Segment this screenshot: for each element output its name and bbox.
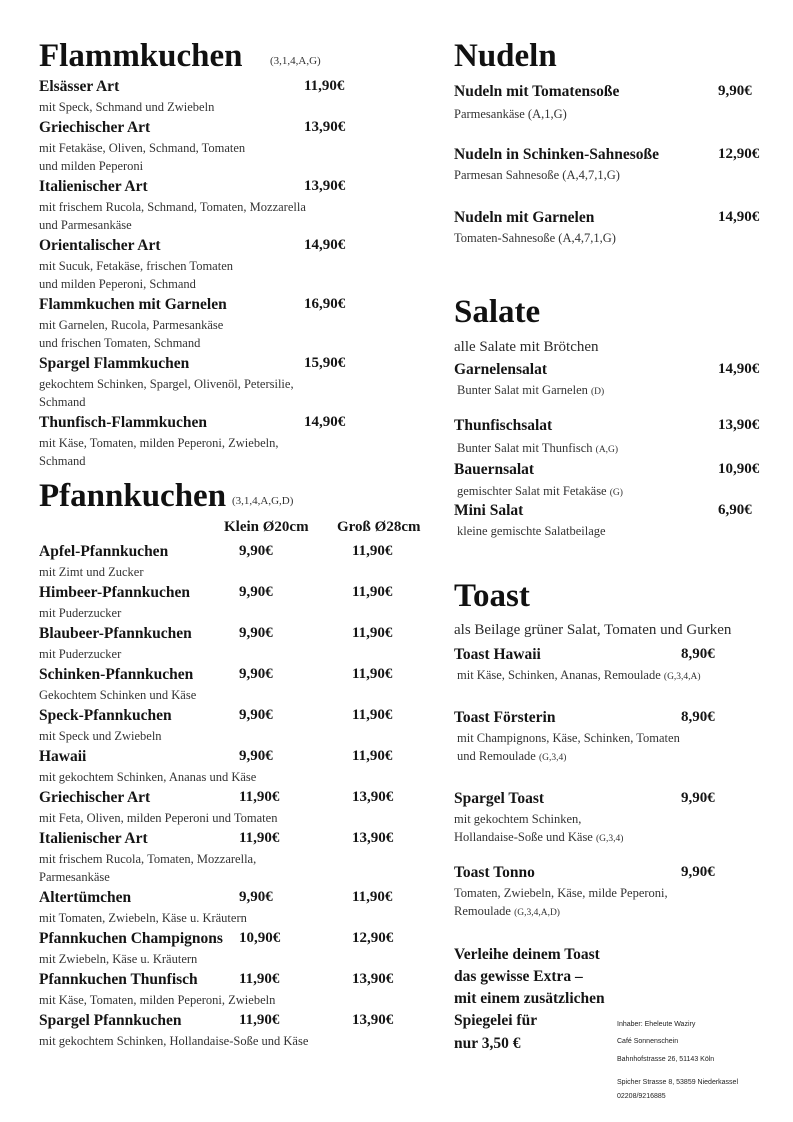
- menu-item-name: Bauernsalat: [454, 461, 535, 478]
- menu-item-name: Pfannkuchen Champignons: [39, 930, 223, 947]
- menu-item-desc: mit Tomaten, Zwiebeln, Käse u. Kräutern: [39, 911, 247, 925]
- menu-item-desc: [457, 669, 701, 683]
- menu-item-desc: mit gekochtem Schinken, Hollandaise-Soße und Käse: [39, 1034, 309, 1048]
- phone-number: 02208/9216885: [617, 1093, 666, 1100]
- menu-item-desc: mit Fetakäse, Oliven, Schmand, Tomaten: [39, 141, 246, 155]
- toast-title: Toast: [454, 578, 530, 614]
- column-header-small: Klein Ø20cm: [224, 519, 309, 535]
- allergen-codes: (A,G): [595, 445, 619, 455]
- promo-line: Verleihe deinem Toast: [454, 946, 600, 963]
- promo-line: das gewisse Extra –: [454, 968, 583, 985]
- desc-text: Hollandaise-Soße und Käse: [454, 830, 596, 844]
- menu-item-desc: [454, 905, 560, 919]
- menu-item-name: Speck-Pfannkuchen: [39, 707, 172, 724]
- menu-item-desc: Parmesankäse: [39, 870, 110, 884]
- menu-item-price-large: 13,90€: [352, 1012, 394, 1028]
- menu-item-desc: mit Feta, Oliven, milden Peperoni und Tomaten: [39, 811, 278, 825]
- menu-item-price: 9,90€: [681, 864, 715, 880]
- menu-item-name: Nudeln mit Tomatensoße: [454, 83, 620, 100]
- menu-item-desc: kleine gemischte Salatbeilage: [457, 524, 606, 538]
- menu-item-desc: gekochtem Schinken, Spargel, Olivenöl, Petersilie,: [39, 377, 294, 391]
- desc-text: Remoulade: [454, 904, 515, 918]
- allergen-codes: (D): [591, 387, 605, 397]
- menu-item-name: Italienischer Art: [39, 830, 148, 847]
- menu-item-name: Thunfischsalat: [454, 417, 553, 434]
- menu-item-desc: mit frischem Rucola, Schmand, Tomaten, Mozzarella: [39, 200, 306, 214]
- menu-item-price-large: 11,90€: [352, 584, 393, 600]
- menu-item-name: Altertümchen: [39, 889, 132, 906]
- menu-item-price-small: 9,90€: [239, 625, 273, 641]
- menu-item-desc: mit Speck, Schmand und Zwiebeln: [39, 100, 215, 114]
- menu-item-price-large: 11,90€: [352, 748, 393, 764]
- menu-item-name: Elsässer Art: [39, 78, 120, 95]
- menu-item-desc: [457, 384, 604, 398]
- menu-item-price-large: 12,90€: [352, 930, 394, 946]
- allergen-codes: (G,3,4): [595, 834, 624, 844]
- menu-item-price-large: 11,90€: [352, 889, 393, 905]
- menu-item-price: 8,90€: [681, 646, 715, 662]
- address-1: Bahnhofstrasse 26, 51143 Köln: [617, 1056, 715, 1063]
- menu-item-desc: Schmand: [39, 395, 86, 409]
- menu-item-price-large: 11,90€: [352, 543, 393, 559]
- salate-title: Salate: [454, 294, 541, 330]
- menu-item-name: Nudeln mit Garnelen: [454, 209, 595, 226]
- menu-item-name: Blaubeer-Pfannkuchen: [39, 625, 192, 642]
- address-2: Spicher Strasse 8, 53859 Niederkassel: [617, 1079, 739, 1086]
- pfannkuchen-allergens: (3,1,4,A,G,D): [232, 495, 294, 507]
- menu-item-price: 13,90€: [304, 119, 346, 135]
- menu-item-price-small: 9,90€: [239, 584, 273, 600]
- menu-item-desc: mit Sucuk, Fetakäse, frischen Tomaten: [39, 259, 233, 273]
- menu-item-price-large: 11,90€: [352, 707, 393, 723]
- menu-item-desc: [457, 485, 623, 499]
- menu-item-desc: mit Champignons, Käse, Schinken, Tomaten: [457, 731, 680, 745]
- menu-item-price-small: 9,90€: [239, 707, 273, 723]
- allergen-codes: (G,3,4,A,D): [514, 908, 560, 918]
- menu-item-price: 11,90€: [304, 78, 345, 94]
- menu-item-price: 12,90€: [718, 146, 760, 162]
- menu-item-price: 9,90€: [718, 83, 752, 99]
- desc-text: mit Käse, Schinken, Ananas, Remoulade: [457, 668, 664, 682]
- menu-item-price: 13,90€: [718, 417, 760, 433]
- menu-item-name: Orientalischer Art: [39, 237, 161, 254]
- owner-info: Inhaber: Eheleute Waziry: [617, 1021, 696, 1028]
- menu-item-name: Hawaii: [39, 748, 87, 765]
- menu-item-name: Himbeer-Pfannkuchen: [39, 584, 190, 601]
- menu-item-price: 9,90€: [681, 790, 715, 806]
- menu-item-price-small: 9,90€: [239, 748, 273, 764]
- menu-item-desc: Schmand: [39, 454, 86, 468]
- menu-item-name: Griechischer Art: [39, 119, 151, 136]
- menu-item-price-small: 11,90€: [239, 789, 280, 805]
- menu-item-price-small: 9,90€: [239, 543, 273, 559]
- menu-item-name: Pfannkuchen Thunfisch: [39, 971, 198, 988]
- menu-item-desc: Parmesan Sahnesoße (A,4,7,1,G): [454, 168, 620, 182]
- menu-item-desc: [457, 750, 566, 764]
- menu-item-desc: mit Puderzucker: [39, 647, 122, 661]
- allergen-codes: (G,3,4): [538, 753, 567, 763]
- menu-item-name: Italienischer Art: [39, 178, 148, 195]
- menu-item-desc: Parmesankäse (A,1,G): [454, 107, 567, 121]
- menu-item-price: 14,90€: [718, 209, 760, 225]
- desc-text: Bunter Salat mit Garnelen: [457, 383, 588, 397]
- menu-item-price: 6,90€: [718, 502, 752, 518]
- menu-item-desc: und frischen Tomaten, Schmand: [39, 336, 201, 350]
- menu-item-price-small: 11,90€: [239, 971, 280, 987]
- allergen-codes: (G): [609, 488, 623, 498]
- menu-item-price: 14,90€: [304, 237, 346, 253]
- menu-item-price-large: 13,90€: [352, 789, 394, 805]
- menu-item-desc: mit Zimt und Zucker: [39, 565, 144, 579]
- menu-item-desc: mit Käse, Tomaten, milden Peperoni, Zwiebeln,: [39, 436, 279, 450]
- column-header-large: Groß Ø28cm: [337, 519, 421, 535]
- promo-line: nur 3,50 €: [454, 1035, 521, 1052]
- menu-item-desc: und Parmesankäse: [39, 218, 132, 232]
- menu-item-name: Nudeln in Schinken-Sahnesoße: [454, 146, 660, 163]
- promo-line: Spiegelei für: [454, 1012, 538, 1029]
- menu-item-price-small: 10,90€: [239, 930, 281, 946]
- menu-item-name: Toast Hawaii: [454, 646, 541, 663]
- menu-item-desc: Tomaten-Sahnesoße (A,4,7,1,G): [454, 231, 616, 245]
- menu-item-name: Schinken-Pfannkuchen: [39, 666, 194, 683]
- menu-item-name: Thunfisch-Flammkuchen: [39, 414, 207, 431]
- menu-item-price: 13,90€: [304, 178, 346, 194]
- desc-text: gemischter Salat mit Fetakäse: [457, 484, 607, 498]
- menu-item-name: Apfel-Pfannkuchen: [39, 543, 169, 560]
- menu-item-price-large: 11,90€: [352, 625, 393, 641]
- desc-text: Bunter Salat mit Thunfisch: [457, 441, 593, 455]
- menu-item-name: Toast Försterin: [454, 709, 556, 726]
- nudeln-title: Nudeln: [454, 38, 557, 74]
- toast-subtitle: als Beilage grüner Salat, Tomaten und Gurken: [454, 622, 732, 638]
- menu-item-price: 10,90€: [718, 461, 760, 477]
- menu-item-desc: Tomaten, Zwiebeln, Käse, milde Peperoni,: [454, 886, 668, 900]
- menu-item-desc: mit Käse, Tomaten, milden Peperoni, Zwiebeln: [39, 993, 276, 1007]
- menu-item-desc: und milden Peperoni: [39, 159, 144, 173]
- menu-item-name: Griechischer Art: [39, 789, 151, 806]
- menu-item-price-small: 9,90€: [239, 666, 273, 682]
- menu-item-name: Spargel Toast: [454, 790, 545, 807]
- flammkuchen-allergens: (3,1,4,A,G): [270, 55, 321, 67]
- menu-item-desc: mit gekochtem Schinken,: [454, 812, 582, 826]
- promo-line: mit einem zusätzlichen: [454, 990, 605, 1007]
- salate-subtitle: alle Salate mit Brötchen: [454, 339, 599, 355]
- menu-item-name: Flammkuchen mit Garnelen: [39, 296, 227, 313]
- menu-item-price-small: 11,90€: [239, 830, 280, 846]
- menu-item-desc: mit Speck und Zwiebeln: [39, 729, 162, 743]
- menu-item-name: Garnelensalat: [454, 361, 547, 378]
- menu-item-price: 16,90€: [304, 296, 346, 312]
- cafe-name: Café Sonnenschein: [617, 1038, 679, 1045]
- menu-item-name: Mini Salat: [454, 502, 524, 519]
- menu-item-price-small: 9,90€: [239, 889, 273, 905]
- menu-item-desc: mit Zwiebeln, Käse u. Kräutern: [39, 952, 198, 966]
- menu-item-price-large: 13,90€: [352, 830, 394, 846]
- menu-item-price: 8,90€: [681, 709, 715, 725]
- menu-item-name: Toast Tonno: [454, 864, 535, 881]
- flammkuchen-title: Flammkuchen: [39, 38, 243, 74]
- pfannkuchen-title: Pfannkuchen: [39, 478, 227, 514]
- menu-item-desc: [454, 831, 623, 845]
- menu-item-price-large: 13,90€: [352, 971, 394, 987]
- menu-item-desc: mit gekochtem Schinken, Ananas und Käse: [39, 770, 257, 784]
- menu-item-desc: mit frischem Rucola, Tomaten, Mozzarella,: [39, 852, 257, 866]
- menu-item-price: 15,90€: [304, 355, 346, 371]
- menu-item-desc: Gekochtem Schinken und Käse: [39, 688, 197, 702]
- allergen-codes: (G,3,4,A): [663, 672, 701, 682]
- menu-item-desc: mit Puderzucker: [39, 606, 122, 620]
- menu-item-desc: [457, 442, 618, 456]
- menu-item-price-small: 11,90€: [239, 1012, 280, 1028]
- desc-text: und Remoulade: [457, 749, 539, 763]
- menu-item-name: Spargel Flammkuchen: [39, 355, 190, 372]
- menu-item-price: 14,90€: [718, 361, 760, 377]
- menu-item-price: 14,90€: [304, 414, 346, 430]
- menu-item-desc: mit Garnelen, Rucola, Parmesankäse: [39, 318, 224, 332]
- menu-item-name: Spargel Pfannkuchen: [39, 1012, 182, 1029]
- menu-item-price-large: 11,90€: [352, 666, 393, 682]
- menu-item-desc: und milden Peperoni, Schmand: [39, 277, 196, 291]
